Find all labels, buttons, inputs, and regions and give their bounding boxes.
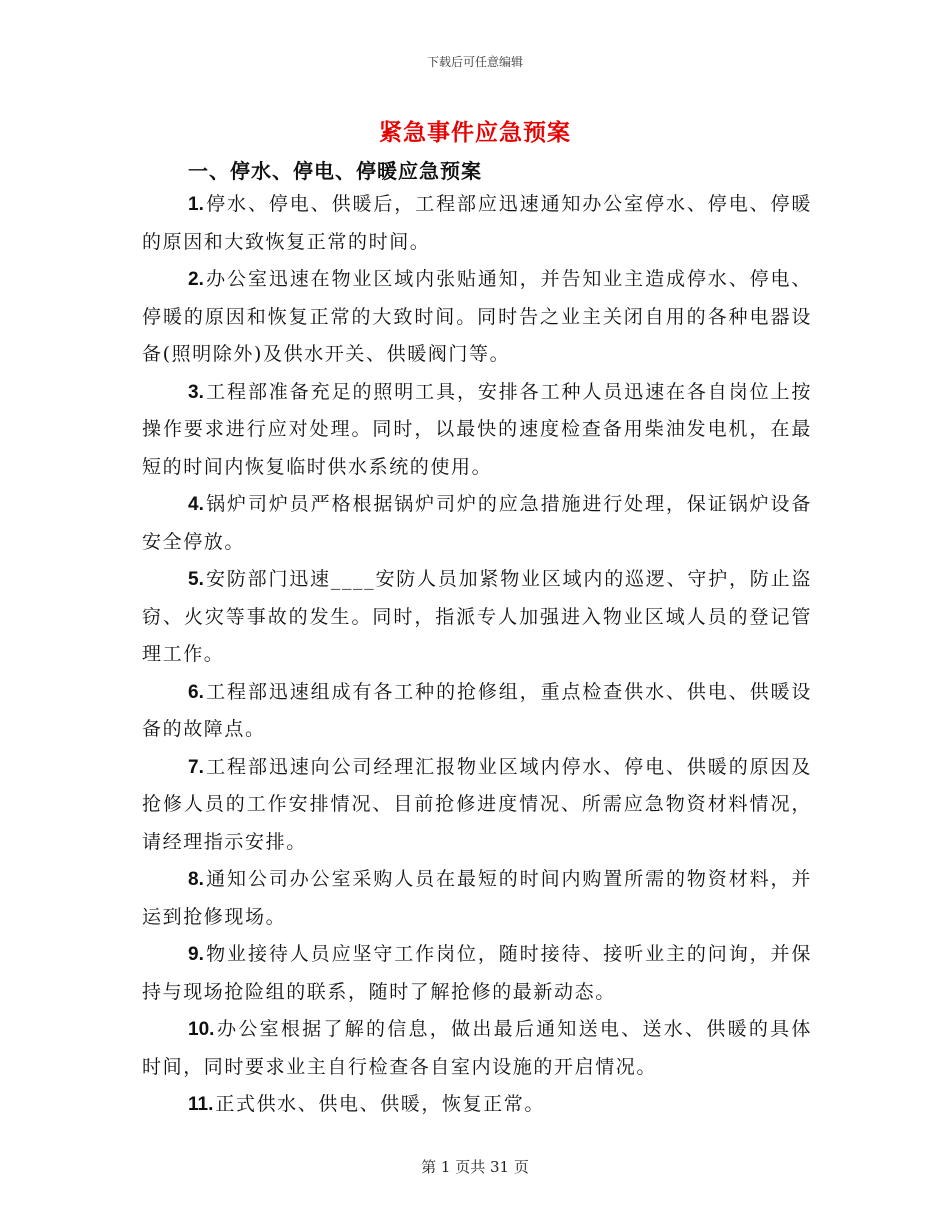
paragraph-text: 物业接待人员应坚守工作岗位，随时接待、接听业主的问询，并保持与现场抢险组的联系，随时了解抢修的最新动态。 [142, 943, 812, 1003]
paragraph-text: 安防部门迅速____安防人员加紧物业区域内的巡逻、守护，防止盗窃、火灾等事故的发生。同时，指派专人加强进入物业区域人员的登记管理工作。 [142, 568, 812, 665]
paragraph-11 [142, 1086, 812, 1124]
paragraph-3 [142, 374, 812, 487]
paragraph-number: 9. [188, 944, 204, 965]
paragraph-number: 8. [188, 869, 204, 890]
paragraph-7 [142, 749, 812, 862]
header-note: 下载后可任意编辑 [426, 55, 523, 69]
paragraph-6 [142, 674, 812, 749]
paragraph-text: 工程部准备充足的照明工具，安排各工种人员迅速在各自岗位上按操作要求进行应对处理。同时，以最快的速度检查备用柴油发电机，在最短的时间内恢复临时供水系统的使用。 [142, 380, 812, 478]
paragraph-text: 工程部迅速向公司经理汇报物业区域内停水、停电、供暖的原因及抢修人员的工作安排情况、目前抢修进度情况、所需应急物资材料情况，请经理指示安排。 [142, 755, 812, 853]
section-heading: 一、停水、停电、停暖应急预案 [188, 159, 482, 183]
paragraph-8 [142, 861, 812, 936]
paragraph-text: 工程部迅速组成有各工种的抢修组，重点检查供水、供电、供暖设备的故障点。 [142, 680, 812, 740]
paragraph-1 [142, 186, 812, 261]
paragraph-number: 5. [188, 569, 204, 590]
paragraph-number: 10. [188, 1019, 215, 1040]
paragraph-4 [142, 486, 812, 561]
paragraph-10 [142, 1011, 812, 1086]
paragraph-text: 办公室迅速在物业区域内张贴通知，并告知业主造成停水、停电、停暖的原因和恢复正常的大致时间。同时告之业主关闭自用的各种电器设备(照明除外)及供水开关、供暖阀门等。 [142, 268, 812, 365]
paragraph-text: 办公室根据了解的信息，做出最后通知送电、送水、供暖的具体时间，同时要求业主自行检查各自室内设施的开启情况。 [142, 1018, 812, 1078]
paragraph-number: 3. [188, 381, 204, 403]
paragraph-9 [142, 936, 812, 1011]
paragraph-number: 4. [188, 494, 204, 515]
page-footer: 第 1 页共 31 页 [421, 1158, 529, 1176]
document-title: 紧急事件应急预案 [379, 119, 571, 146]
paragraph-number: 7. [188, 756, 204, 778]
paragraph-5 [142, 561, 812, 674]
paragraph-text: 正式供水、供电、供暖，恢复正常。 [215, 1093, 545, 1115]
paragraph-number: 2. [188, 269, 204, 290]
paragraph-number: 1. [188, 194, 204, 215]
document-body [142, 186, 812, 1124]
paragraph-2 [142, 261, 812, 374]
paragraph-text: 锅炉司炉员严格根据锅炉司炉的应急措施进行处理，保证锅炉设备安全停放。 [142, 493, 812, 553]
paragraph-text: 通知公司办公室采购人员在最短的时间内购置所需的物资材料，并运到抢修现场。 [142, 868, 812, 928]
paragraph-number: 11. [188, 1094, 214, 1115]
paragraph-text: 停水、停电、供暖后，工程部应迅速通知办公室停水、停电、停暖的原因和大致恢复正常的时间。 [142, 193, 812, 253]
paragraph-number: 6. [188, 681, 204, 703]
